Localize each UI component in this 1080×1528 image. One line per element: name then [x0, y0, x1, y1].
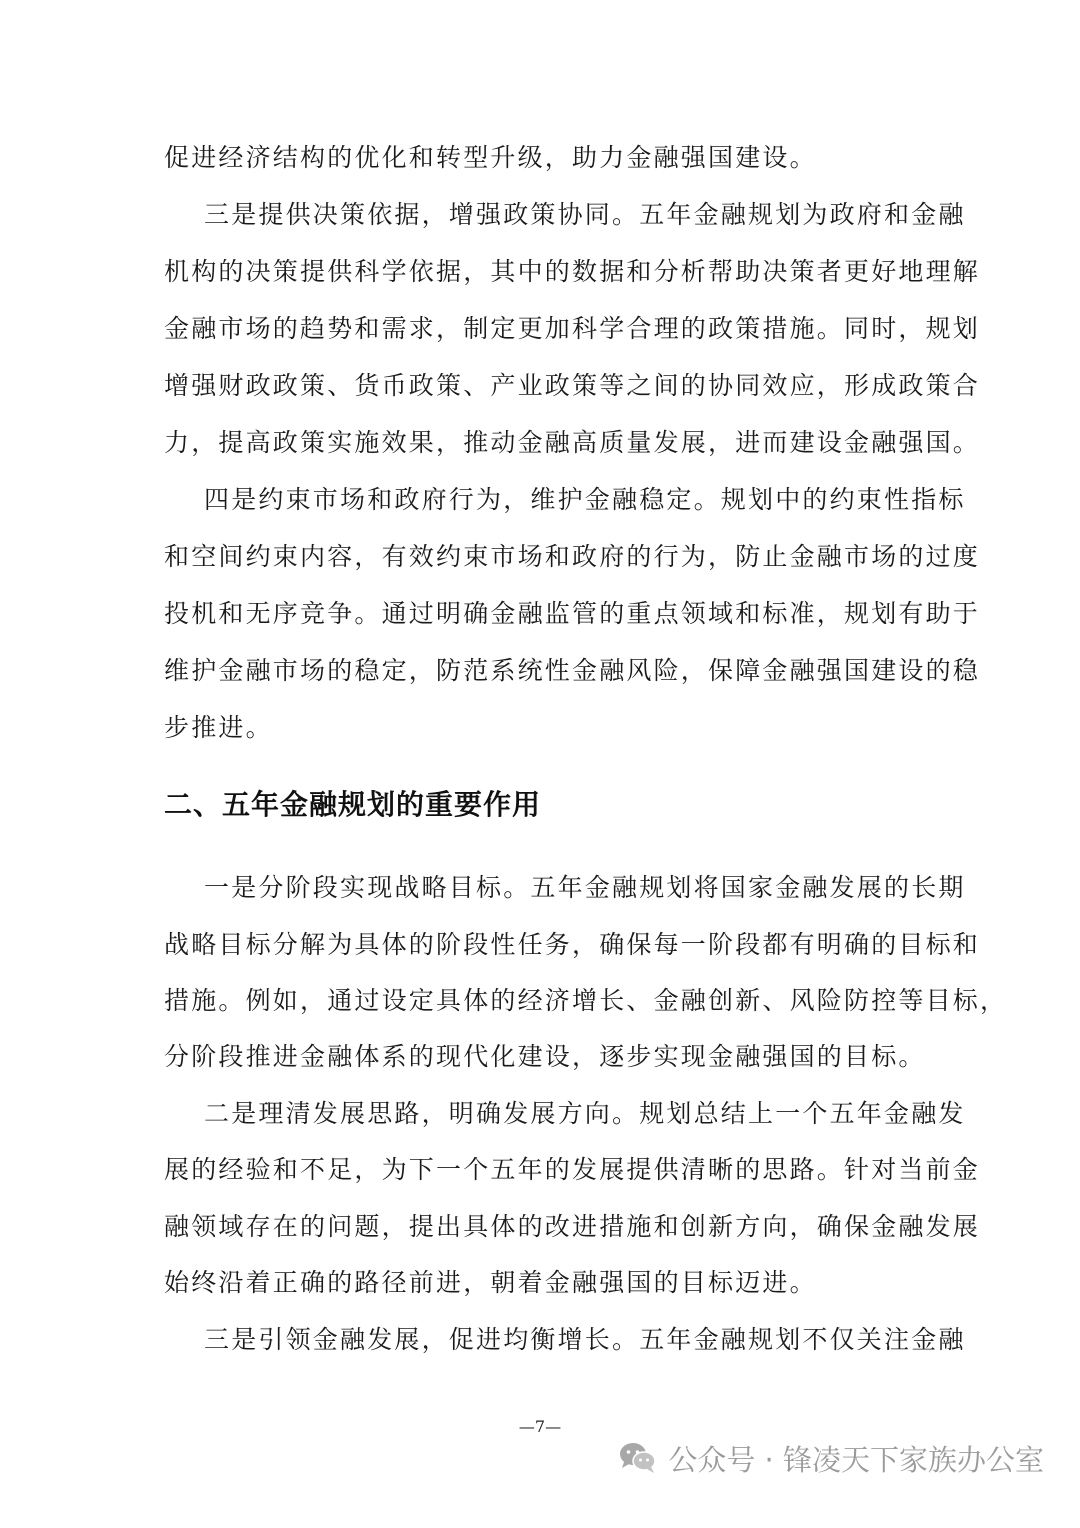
paragraph-line: 二是理清发展思路，明确发展方向。规划总结上一个五年金融发: [204, 1099, 966, 1128]
watermark: [618, 1436, 1044, 1480]
paragraph-line: 四是约束市场和政府行为，维护金融稳定。规划中的约束性指标: [204, 485, 966, 514]
page-number: —7—: [518, 1417, 562, 1436]
wechat-icon: [618, 1440, 658, 1476]
paragraph-line: 三是引领金融发展，促进均衡增长。五年金融规划不仅关注金融: [204, 1325, 966, 1354]
paragraph-line: 增强财政政策、货币政策、产业政策等之间的协同效应，形成政策合: [164, 371, 981, 400]
paragraph-line: 分阶段推进金融体系的现代化建设，逐步实现金融强国的目标。: [164, 1042, 926, 1071]
paragraph-line: 三是提供决策依据，增强政策协同。五年金融规划为政府和金融: [204, 200, 966, 229]
paragraph-line: 和空间约束内容，有效约束市场和政府的行为，防止金融市场的过度: [164, 542, 981, 571]
paragraph-line: 维护金融市场的稳定，防范系统性金融风险，保障金融强国建设的稳: [164, 656, 981, 685]
paragraph-line: 始终沿着正确的路径前进，朝着金融强国的目标迈进。: [164, 1268, 817, 1297]
paragraph-line: 金融市场的趋势和需求，制定更加科学合理的政策措施。同时，规划: [164, 314, 981, 343]
paragraph-line: 投机和无序竞争。通过明确金融监管的重点领域和标准，规划有助于: [164, 599, 981, 628]
paragraph-line: 一是分阶段实现战略目标。五年金融规划将国家金融发展的长期: [204, 873, 966, 902]
paragraph-line: 机构的决策提供科学依据，其中的数据和分析帮助决策者更好地理解: [164, 257, 981, 286]
paragraph-line: 促进经济结构的优化和转型升级，助力金融强国建设。: [164, 143, 817, 172]
paragraph-line: 战略目标分解为具体的阶段性任务，确保每一阶段都有明确的目标和: [164, 930, 981, 959]
paragraph-line: 措施。例如，通过设定具体的经济增长、金融创新、风险防控等目标，: [164, 986, 1008, 1015]
paragraph-line: 力，提高政策实施效果，推动金融高质量发展，进而建设金融强国。: [164, 428, 981, 457]
section-heading: 二、五年金融规划的重要作用: [164, 788, 542, 821]
paragraph-line: 展的经验和不足，为下一个五年的发展提供清晰的思路。针对当前金: [164, 1155, 981, 1184]
paragraph-line: 融领域存在的问题，提出具体的改进措施和创新方向，确保金融发展: [164, 1212, 981, 1241]
paragraph-line: 步推进。: [164, 713, 273, 742]
watermark-text: 公众号 · 锋凌天下家族办公室: [668, 1442, 1044, 1477]
